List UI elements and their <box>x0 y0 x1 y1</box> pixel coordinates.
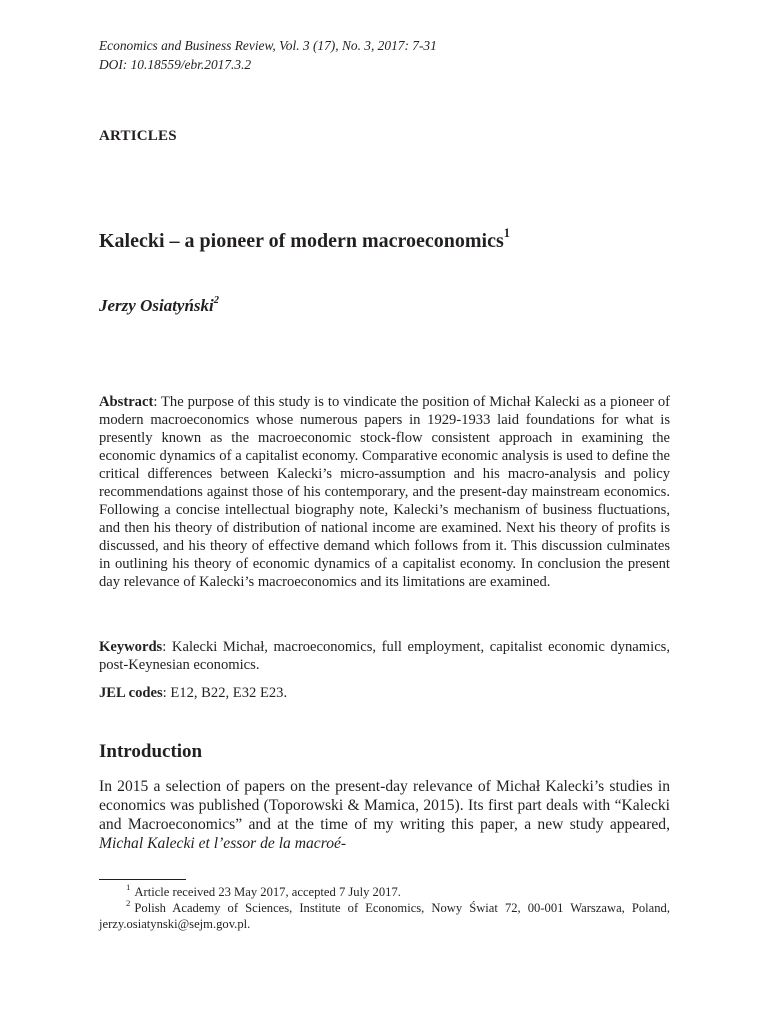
keywords-text: : Kalecki Michał, macroeconomics, full employment, capitalist economic dynamics, post-Keynesian economics. <box>99 639 670 673</box>
jel-text: : E12, B22, E32 E23. <box>162 685 288 701</box>
keywords <box>99 638 670 674</box>
author-name <box>99 296 219 316</box>
introduction-text: In 2015 a selection of papers on the present-day relevance of Michał Kalecki’s studies in economics was published (Toporowski & Mamica, 2015). Its first part deals with “Kalecki and Macroeconomics” and at the time of my writing this paper, a new study appeared, <box>99 778 670 833</box>
abstract-text: : The purpose of this study is to vindicate the position of Michał Kalecki as a pioneer of modern macroeconomics whose numerous papers in 1929-1933 laid foundations for what is presently known as the macroeconomic stock-flow consistent approach in examining the economic dynamics of a capitalist economy. Comparative economic analysis is used to define the critical differences between Kalecki’s micro-assumption and his macro-analysis and policy recommendations against those of his contemporary, and the present-day mainstream economics. Following a concise intellectual biography note, Kalecki’s mechanism of business fluctuations, and then his theory of distribution of national income are examined. Next his theory of profits is discussed, and his theory of effective demand which follows from it. This discussion culminates in outlining his theory of economic dynamics of a capitalist economy. In conclusion the present day relevance of Kalecki’s macroeconomics and its limitations are examined. <box>99 394 670 590</box>
jel-codes <box>99 684 287 702</box>
footnote-text: Article received 23 May 2017, accepted 7 July 2017. <box>134 885 401 899</box>
footnote-mark: 1 <box>126 881 131 892</box>
keywords-label: Keywords <box>99 639 163 655</box>
article-title <box>99 226 510 253</box>
abstract <box>99 393 670 591</box>
abstract-label: Abstract <box>99 394 154 410</box>
introduction-heading: Introduction <box>99 741 203 762</box>
article-title-text: Kalecki – a pioneer of modern macroeconomics <box>99 230 504 252</box>
author-name-text: Jerzy Osiatyński <box>99 296 214 315</box>
jel-label: JEL codes <box>99 685 163 701</box>
doi: DOI: 10.18559/ebr.2017.3.2 <box>99 57 252 72</box>
footnote-text: Polish Academy of Sciences, Institute of Economics, Nowy Świat 72, 00-001 Warszawa, Poland, jerzy.osiatynski@sejm.gov.pl. <box>99 901 670 931</box>
footnote-divider <box>99 879 186 880</box>
section-label: ARTICLES <box>99 128 177 144</box>
footnotes <box>99 881 670 932</box>
footnote-2 <box>99 897 670 932</box>
journal-citation: Economics and Business Review, Vol. 3 (17), No. 3, 2017: 7-31 <box>99 38 437 53</box>
title-footnote-mark: 1 <box>503 226 510 241</box>
footnote-1 <box>99 881 670 900</box>
introduction-italic-title: Michal Kalecki et l’essor de la macroé- <box>99 835 347 852</box>
footnote-mark: 2 <box>126 897 131 908</box>
introduction-paragraph <box>99 777 670 853</box>
journal-header <box>99 36 437 74</box>
author-footnote-mark: 2 <box>213 294 220 306</box>
